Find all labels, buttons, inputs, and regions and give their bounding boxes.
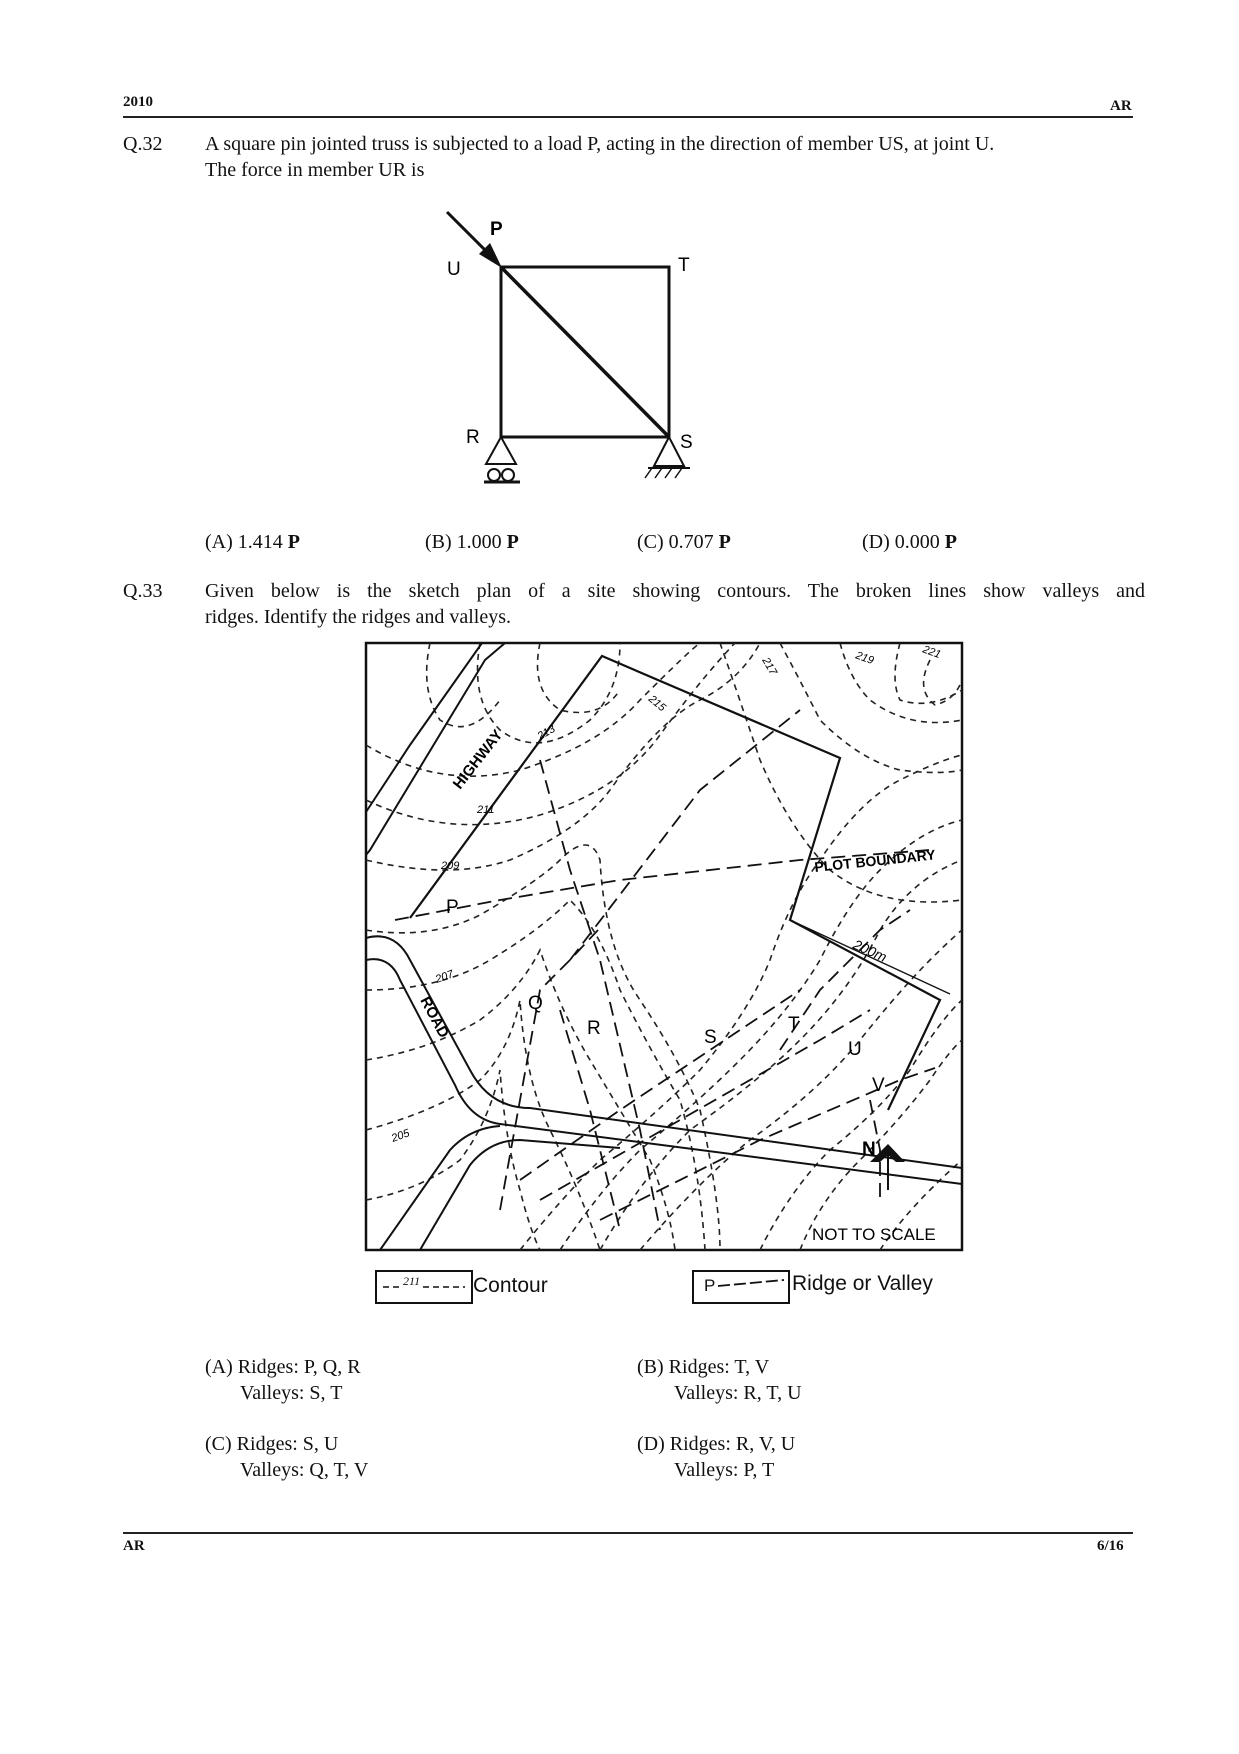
- option-ridges: Ridges: S, U: [236, 1433, 339, 1455]
- contour-site-map: [360, 640, 965, 1260]
- q32-option-a[interactable]: [205, 531, 300, 554]
- label-highway: HIGHWAY: [449, 726, 507, 793]
- contour-label: 221: [920, 643, 943, 662]
- contour-sample-icon: [377, 1272, 471, 1302]
- q32-number: Q.32: [123, 133, 163, 155]
- label-plot-boundary: PLOT BOUNDARY: [813, 846, 937, 875]
- contour-label: 219: [853, 649, 876, 668]
- contour-label: 211: [477, 804, 495, 816]
- option-unit: P: [718, 531, 731, 553]
- option-letter: (B): [637, 1356, 664, 1378]
- contour-label: 205: [389, 1127, 412, 1145]
- legend-ridge-sample: P: [704, 1276, 716, 1295]
- option-letter: (C): [205, 1433, 232, 1455]
- option-ridges: Ridges: R, V, U: [669, 1433, 796, 1455]
- option-valleys: Valleys: P, T: [674, 1459, 775, 1481]
- q33-line-2: ridges. Identify the ridges and valleys.: [205, 606, 512, 628]
- option-valleys: Valleys: R, T, U: [674, 1382, 802, 1404]
- q32-option-b[interactable]: [425, 531, 519, 554]
- label-road: ROAD: [416, 993, 453, 1041]
- contour-label: 207: [433, 968, 456, 986]
- q32-option-c[interactable]: [637, 531, 731, 554]
- marker-p: P: [446, 897, 459, 918]
- option-label: (C) 0.707: [637, 531, 714, 553]
- marker-q: Q: [528, 993, 543, 1014]
- footer-page-number: 6/16: [1097, 1538, 1124, 1554]
- legend-ridge-label: Ridge or Valley: [792, 1272, 933, 1295]
- truss-member-us: [501, 267, 669, 437]
- option-valleys: Valleys: Q, T, V: [240, 1459, 369, 1481]
- label-joint-u: U: [447, 259, 461, 280]
- option-ridges: Ridges: P, Q, R: [237, 1356, 361, 1378]
- marker-r: R: [587, 1018, 601, 1039]
- ground-hatch-icon: [645, 468, 682, 478]
- option-unit: P: [944, 531, 957, 553]
- option-label: (B) 1.000: [425, 531, 502, 553]
- label-dimension: 200m: [850, 936, 890, 965]
- q32-option-d[interactable]: [862, 531, 957, 554]
- option-letter: (A): [205, 1356, 233, 1378]
- legend-contour-sample: 211: [403, 1274, 421, 1288]
- header-rule: [123, 116, 1133, 118]
- marker-t: T: [788, 1014, 800, 1035]
- roller-left-icon: [488, 469, 500, 481]
- marker-s: S: [704, 1027, 717, 1048]
- q32-line-2: The force in member UR is: [205, 159, 425, 181]
- contour-label: 209: [441, 860, 460, 872]
- footer-code: AR: [123, 1538, 145, 1554]
- q33-question: [205, 578, 1145, 630]
- header-code: AR: [1110, 98, 1132, 114]
- q33-number: Q.33: [123, 580, 163, 602]
- q32-question: [205, 131, 1145, 183]
- q33-option-d[interactable]: [637, 1431, 795, 1483]
- truss-diagram: [430, 205, 710, 495]
- option-ridges: Ridges: T, V: [668, 1356, 770, 1378]
- q33-option-b[interactable]: [637, 1354, 802, 1406]
- label-joint-t: T: [678, 255, 690, 276]
- legend-ridge-swatch: [692, 1270, 790, 1304]
- legend-contour-label: Contour: [473, 1274, 548, 1297]
- option-unit: P: [506, 531, 519, 553]
- q33-option-a[interactable]: [205, 1354, 361, 1406]
- option-label: (D) 0.000: [862, 531, 940, 553]
- q33-option-c[interactable]: [205, 1431, 368, 1483]
- roller-right-icon: [502, 469, 514, 481]
- contour-label: 217: [759, 655, 779, 678]
- label-north: N: [862, 1139, 876, 1160]
- header-year: 2010: [123, 94, 153, 110]
- option-letter: (D): [637, 1433, 665, 1455]
- q32-line-1: A square pin jointed truss is subjected to a load P, acting in the direction of member US, at joint U.: [205, 133, 995, 155]
- option-valleys: Valleys: S, T: [240, 1382, 343, 1404]
- ridge-valley-markers: [446, 897, 885, 1096]
- q33-line-1: Given below is the sketch plan of a site showing contours. The broken lines show valleys and: [205, 580, 1145, 602]
- legend-contour-swatch: [375, 1270, 473, 1304]
- label-joint-s: S: [680, 432, 693, 453]
- option-unit: P: [287, 531, 300, 553]
- label-load-p: P: [490, 219, 503, 240]
- marker-v: V: [872, 1075, 885, 1096]
- label-not-to-scale: NOT TO SCALE: [812, 1225, 936, 1244]
- support-r-pin: [486, 437, 516, 464]
- option-label: (A) 1.414: [205, 531, 283, 553]
- contour-label: 213: [535, 723, 558, 743]
- footer-rule: [123, 1532, 1133, 1534]
- contour-label: 215: [646, 693, 668, 715]
- label-joint-r: R: [466, 427, 480, 448]
- marker-u: U: [848, 1039, 862, 1060]
